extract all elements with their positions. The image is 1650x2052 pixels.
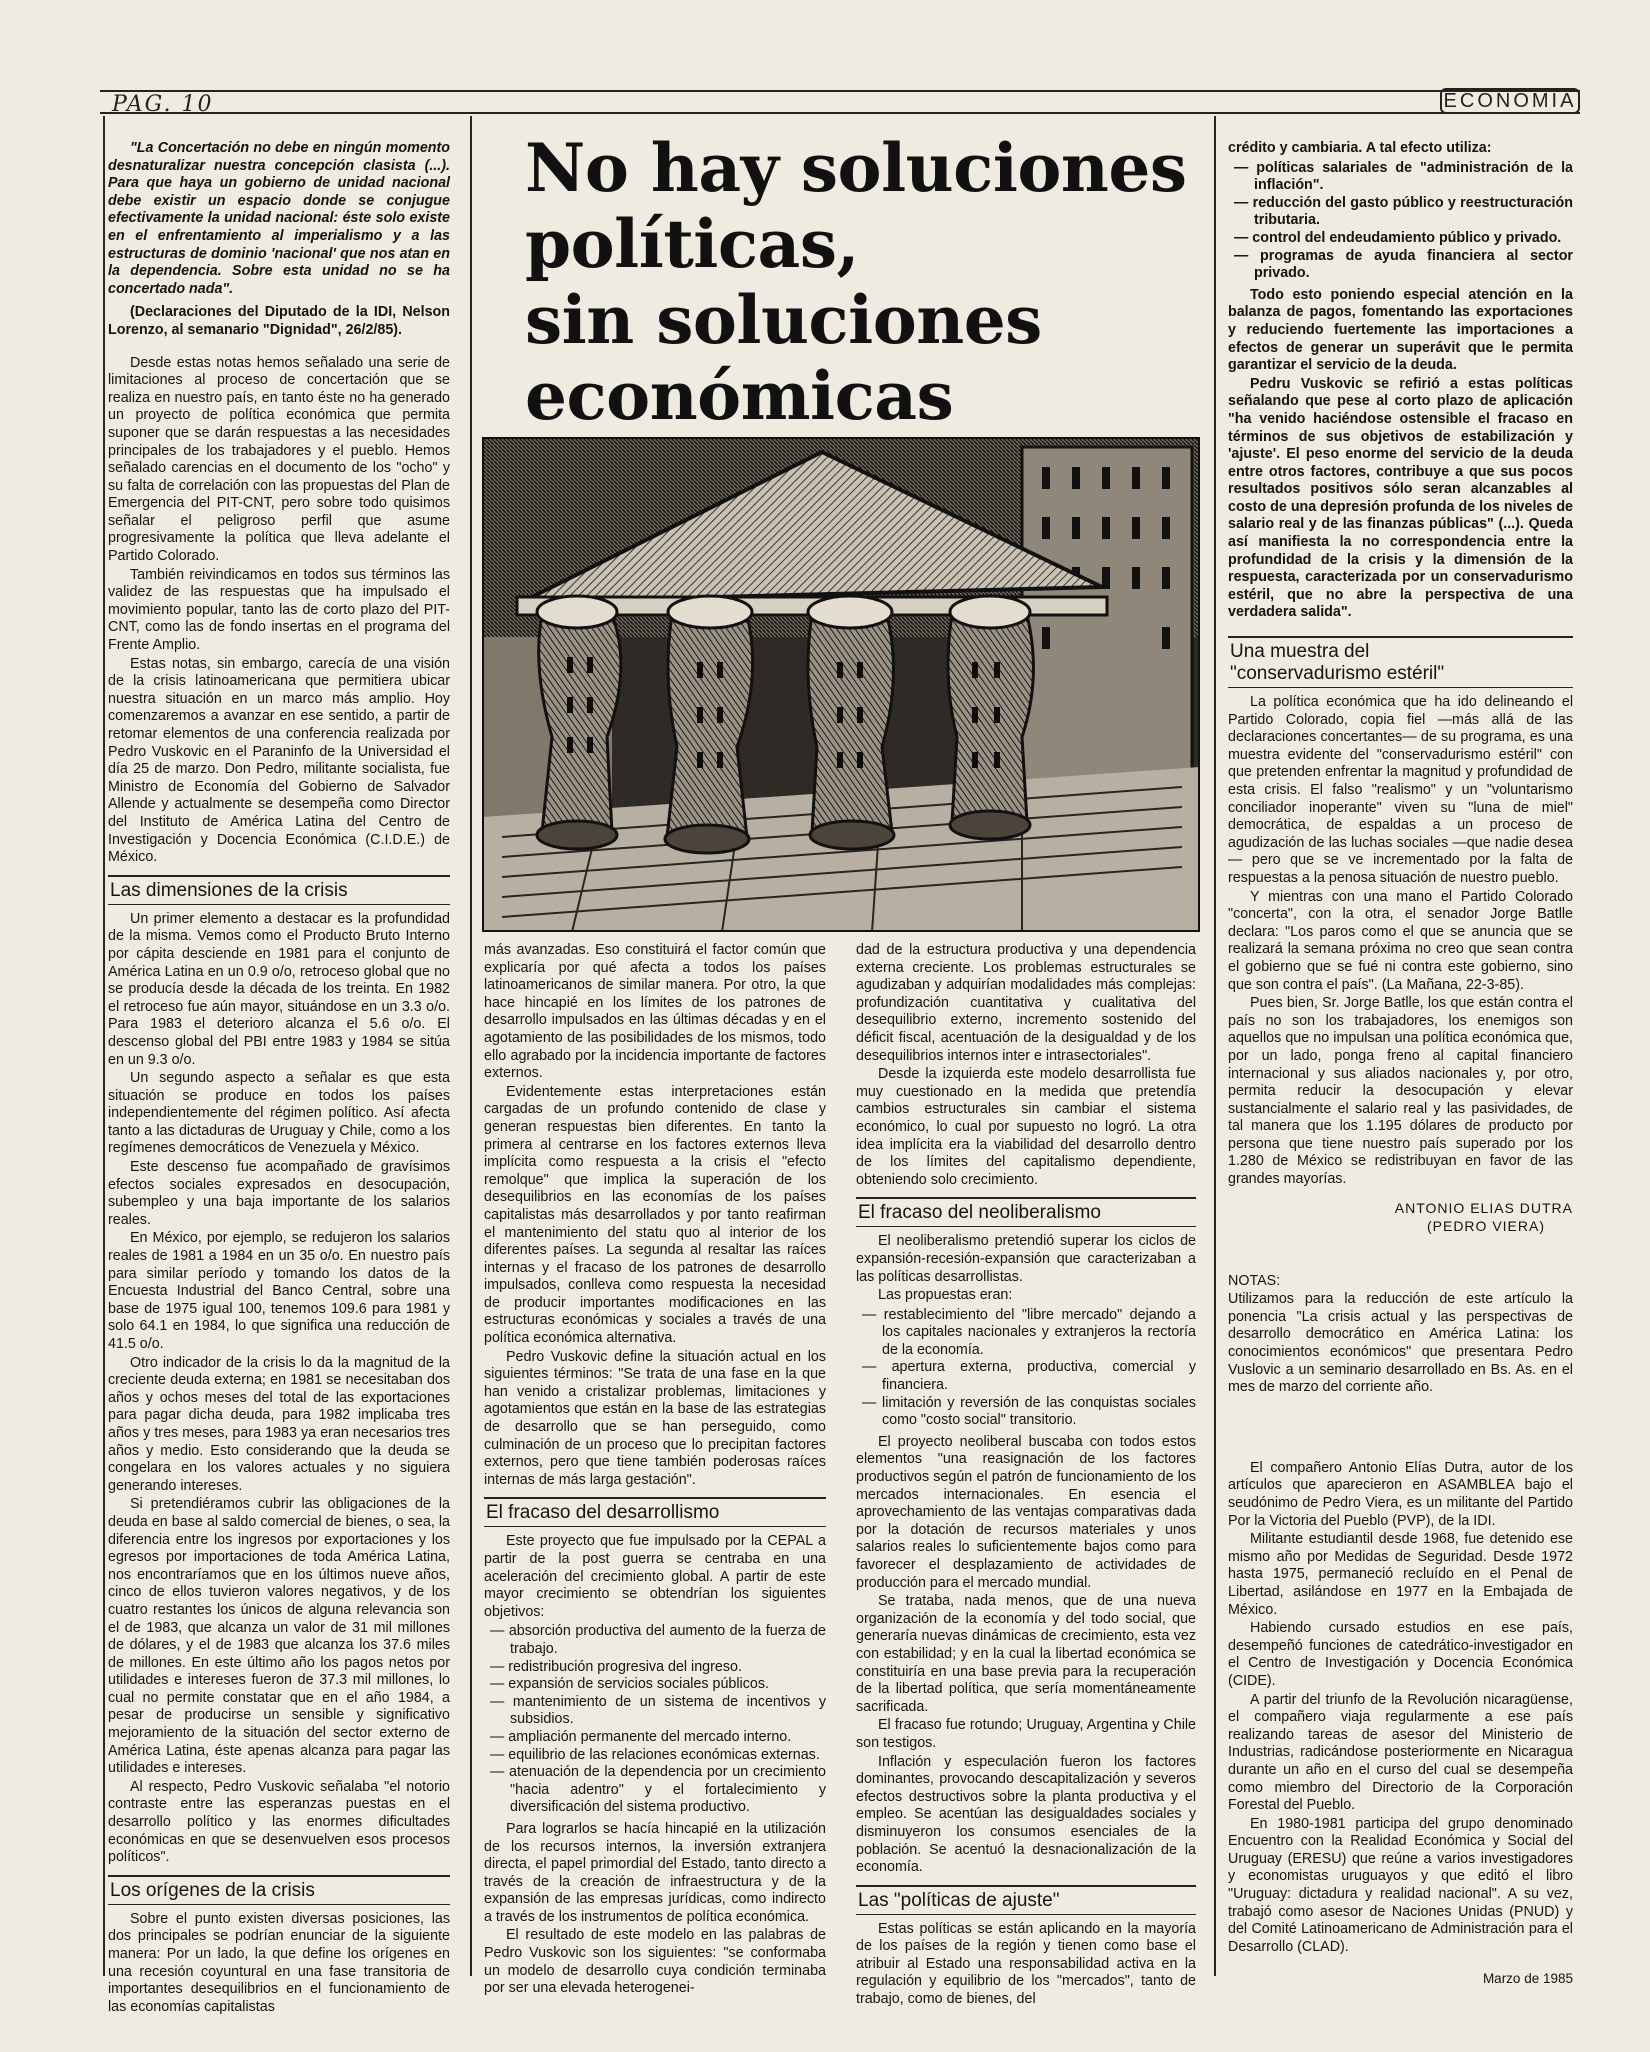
list-item: — limitación y reversión de las conquistas sociales como "costo social" transitorio.	[856, 1395, 1196, 1430]
list-item: — control del endeudamiento público y privado.	[1228, 230, 1573, 248]
body-paragraph: Inflación y especulación fueron los factores dominantes, provocando descapitalización y severos efectos destructivos sobre la planta productiva y el empleo. Se acentúan las desigualdades sociales y disminuyeron los consumos esenciales de la población. Se acentuó la desnacionalización de la economía.	[856, 1753, 1196, 1876]
header-rule	[100, 90, 1580, 114]
body-paragraph: Pedru Vuskovic se refirió a estas políticas señalando que pese al corto plazo de aplicación "ha venido haciéndose ostensible el fracaso en términos de sus objetivos de estabilización y 'ajuste'. El peso enorme del servicio de la deuda entre otros factores, contribuye a que sus pocos resultados positivos sólo seran alcanzables al costo de una depresión profunda de los niveles de salario real y de las finanzas públicas" (...). Queda así manifiesta la no correspondencia entre la profundidad de la crisis y la dimensión de la respuesta, caracterizada por un conservadurismo estéril, que no abre la perspectiva de una verdadera salida".	[1228, 375, 1573, 621]
body-paragraph: La política económica que ha ido delineando el Partido Colorado, copia fiel —más allá de las declaraciones concertantes— de su programa, es una muestra evidente del "conservadurismo estéril" con que pretenden enfrentar la magnitud y profundidad de esta crisis. El falso "realismo" y un "voluntarismo conciliador inoperante" viven su "luna de miel" democrática, de espaldas a un proceso de agudización de las luchas sociales —que nadie desea— pero que se ve incrementado por la falta de respuestas a la penosa situación de nuestro pueblo.	[1228, 694, 1573, 886]
list-item: — atenuación de la dependencia por un crecimiento "hacia adentro" y el fortalecimiento y diversificación del sistema productivo.	[484, 1764, 826, 1817]
body-paragraph: El fracaso fue rotundo; Uruguay, Argentina y Chile son testigos.	[856, 1717, 1196, 1751]
body-paragraph: Evidentemente estas interpretaciones están cargadas de un profundo contenido de clase y generan respuestas bien diferentes. En tanto la primera al centrarse en los factores externos lleva implícita como respuesta a la crisis el "efecto remolque" que implica la superación de los desequilibrios en las economías de los países capitalistas más desarrollados y por tanto reafirman el mantenimiento del statu quo al interior de los diferentes países. La segunda al resaltar las raíces internas y el fracaso de los patrones de desarrollo impulsados, conlleva como respuesta la necesidad de producir importantes modificaciones en las estructuras económicas y sociales a través de una política económica alternativa.	[484, 1083, 826, 1347]
column-2	[484, 942, 826, 1999]
section-label: ECONOMIA	[1440, 88, 1580, 114]
author-byline	[1228, 1199, 1573, 1235]
page-number: PAG. 10	[112, 92, 214, 117]
section-heading	[1228, 636, 1573, 688]
body-paragraph: Otro indicador de la crisis lo da la magnitud de la creciente deuda externa; en 1981 se necesitaban dos años y ochos meses del total de las exportaciones para pagar dicha deuda, para 1982 implicaba tres años y tres meses, para 1983 ya eran necesarios tres años y medio. Esto considerando que la deuda se congelara en los valores actuales y no siguiera generando intereses.	[108, 1354, 450, 1494]
bio-paragraph: En 1980-1981 participa del grupo denominado Encuentro con la Realidad Económica y Social del Uruguay (ERESU) que reúne a varios investigadores y economistas uruguayos y que editó el libro "Uruguay: dictadura y realidad nacional". A su vez, trabajó como asesor de Naciones Unidas (PNUD) y del Comité Latinoamericano de Administración para el Desarrollo (CLAD).	[1228, 1815, 1573, 1955]
body-paragraph: El neoliberalismo pretendió superar los ciclos de expansión-recesión-expansión que caracterizaban a las políticas desarrollistas.	[856, 1233, 1196, 1285]
list-item: — redistribución progresiva del ingreso.	[484, 1659, 826, 1677]
list-item: — expansión de servicios sociales públicos.	[484, 1676, 826, 1694]
column-rule-1	[103, 116, 105, 1976]
list-item: — mantenimiento de un sistema de incentivos y subsidios.	[484, 1694, 826, 1729]
epigraph-quote: "La Concertación no debe en ningún momento desnaturalizar nuestra concepción clasista (...). Para que haya un gobierno de unidad nacional debe existir un espacio donde se conjugue efectivamente la unidad nacional: éste solo existe en el enfrentamiento al imperialismo y a las estructuras de dominio 'nacional' que nos atan en la dependencia. Sobre esta unidad no se ha concertado nada".	[108, 140, 450, 297]
notes-text: Utilizamos para la reducción de este artículo la ponencia "La crisis actual y las perspectivas de desarrollo democrático en América Latina: los conocimientos económicos" que presentara Pedro Vuslovic a un seminario desarrollado en Bs. As. en el mes de marzo del corriente año.	[1228, 1291, 1573, 1396]
headline-line: No hay soluciones	[525, 129, 1187, 207]
section-heading-line: Una muestra del	[1230, 641, 1370, 663]
body-paragraph: Y mientras con una mano el Partido Colorado "concerta", con la otra, el senador Jorge Batlle declara: "Los paros como el que se anuncia que se realizará la semana próxima no creo que sean contra el gobierno que se fué ni contra este gobierno, sino que son contra el país". (La Mañana, 22-3-85).	[1228, 888, 1573, 993]
list-item: — programas de ayuda financiera al sector privado.	[1228, 248, 1573, 283]
intro-paragraph: También reivindicamos en todos sus términos las validez de las respuestas que ha impulsado el movimiento popular, tanto las de corto plazo del PIT-CNT, como las de fondo insertas en el programa del Frente Amplio.	[108, 566, 450, 654]
body-paragraph: dad de la estructura productiva y una dependencia externa creciente. Los problemas estructurales se agudizaban y adquirían modalidades más complejas: profundización cuantitativa y cualitativa del desequilibrio externo, incremento sostenido del déficit fiscal, acentuación de la desigualdad y de los desequilibrios internos inter e intrasectoriales".	[856, 942, 1196, 1064]
body-paragraph: Estas políticas se están aplicando en la mayoría de los países de la región y tienen como base el atribuir al Estado una responsabilidad activa en la regulación y equilibrio de los "mercados", tanto de trabajo, como de bienes, del	[856, 1920, 1196, 2008]
author-name: ANTONIO ELIAS DUTRA	[1394, 1199, 1573, 1216]
body-paragraph: Sobre el punto existen diversas posiciones, las dos principales se podrían enunciar de la siguiente manera: Por un lado, la que define los orígenes en una recesión coyuntural en una fase transitoria de importantes desequilibrios en el funcionamiento de las economías capitalistas	[108, 1910, 450, 2015]
list-item: — apertura externa, productiva, comercial y financiera.	[856, 1359, 1196, 1394]
objectives-list	[484, 1623, 826, 1817]
bio-paragraph: A partir del triunfo de la Revolución nicaragüense, el compañero viaja regularmente a ese país realizando tareas de asesor del Ministerio de Industrias, radicándose posteriormente en Nicaragua durante un año en el curso del cual se desempeña como miembro del Directorio de la Corporación Forestal del Pueblo.	[1228, 1691, 1573, 1814]
section-heading: Las dimensiones de la crisis	[108, 875, 450, 905]
section-heading-line: "conservadurismo estéril"	[1230, 663, 1445, 685]
section-heading: El fracaso del desarrollismo	[484, 1497, 826, 1527]
body-paragraph: Las propuestas eran:	[878, 1287, 1013, 1304]
body-paragraph: Desde la izquierda este modelo desarrollista fue muy cuestionado en la medida que pretendía cambios estructurales sin cambiar el sistema económico, lo cual por supuesto no logró. La otra idea implícita era la viabilidad del desarrollo dentro de los límites del capitalismo dependiente, obteniendo solo crecimiento.	[856, 1066, 1196, 1188]
body-paragraph: Si pretendiéramos cubrir las obligaciones de la deuda en base al saldo comercial de bienes, o sea, la diferencia entre los ingresos por exportaciones y los egresos por importaciones de toda América Latina, nos encontraríamos que en los últimos nueve años, cinco de ellos tuvieron valores negativos, y de los cuatro restantes los únicos de alguna relevancia son el de 1983, que alcanza un valor de 31 mil millones de dólares, y el de 1983 que alcanza los 37.6 miles de millones. En este último año los pagos netos por utilidades e intereses fueron de 37.3 mil millones, lo cual no permite constatar que en el año 1984, a pesar de producirse un sensible y significativo mejoramiento de la situación del sector externo de América Latina, éste apenas alcanza para pagar las utilidades e intereses.	[108, 1496, 450, 1777]
body-paragraph: Para lograrlos se hacía hincapié en la utilización de los recursos internos, la inversión extranjera directa, el papel primordial del Estado, tanto directo a través de la creación de infraestructura y de la expansión de las empresas jurídicas, como indirecto a través de los instrumentos de política económica.	[484, 1820, 826, 1925]
body-paragraph: Pedro Vuskovic define la situación actual en los siguientes términos: "Se trata de una fase en la que han venido a cristalizar problemas, limitaciones y agotamientos que están en la base de las estrategias de desarrollo que se han perseguido, como culminación de un proceso que lo precipitan factores externos, pero que tiene también poderosas raíces internas de más larga gestación".	[484, 1348, 826, 1488]
body-paragraph: Todo esto poniendo especial atención en la balanza de pagos, fomentando las exportaciones y reduciendo fuertemente las importaciones a efectos de generar un superávit que le permita garantizar el servicio de la deuda.	[1228, 286, 1573, 374]
column-3	[856, 942, 1196, 2010]
headline-line: políticas,	[525, 205, 859, 283]
notes-title: NOTAS:	[1228, 1272, 1281, 1289]
body-paragraph: Este proyecto que fue impulsado por la CEPAL a partir de la post guerra se centraba en una aceleración del crecimiento global. A partir de este mayor crecimiento se obtendrían los siguientes objetivos:	[484, 1533, 826, 1620]
article-date: Marzo de 1985	[1482, 1971, 1573, 1987]
body-paragraph: Este descenso fue acompañado de gravísimos efectos sociales expresados en desocupación, subempleo y una baja importante de los salarios reales.	[108, 1159, 450, 1228]
list-item: — políticas salariales de "administración de la inflación".	[1228, 160, 1573, 195]
headline	[525, 130, 1225, 434]
column-1	[108, 140, 450, 2017]
intro-paragraph: Desde estas notas hemos señalado una serie de limitaciones al proceso de concertación que se realiza en nuestro país, en tanto éste no ha generado un proyecto de política económica que permita suponer que se darán respuestas a las necesidades principales de los trabajadores y el pueblo. Hemos señalado carencias en el documento de los "ocho" y su falta de correlación con las propuestas del Plan de Emergencia del PIT-CNT, pero sobre todo quisimos señalar el peligroso perfil que asume progresivamente la política que lleva adelante el Partido Colorado.	[108, 354, 450, 565]
column-rule-2	[470, 116, 472, 1976]
body-paragraph: Al respecto, Pedro Vuskovic señalaba "el notorio contraste entre las esperanzas puestas en el desarrollo político y las enormes dificultades económicas en que se desenvuelven esos procesos políticos".	[108, 1778, 450, 1866]
body-paragraph: más avanzadas. Eso constituirá el factor común que explicaría por qué afecta a todos los países latinoamericanos de similar manera. Por otro, la que hace hincapié en los límites de los patrones de desarrollo impulsados en las últimas décadas y en el agotamiento de las posibilidades de los mismos, todo ello agrabado por la incidencia importante de factores externos.	[484, 942, 826, 1082]
headline-line: económicas	[525, 357, 954, 435]
column-4	[1228, 140, 1573, 1988]
bio-paragraph: El compañero Antonio Elías Dutra, autor de los artículos que aparecieron en ASAMBLEA bajo el seudónimo de Pedro Viera, es un militante del Partido Por la Victoria del Pueblo (PVP), de la IDI.	[1228, 1459, 1573, 1529]
proposals-list	[856, 1307, 1196, 1430]
bio-paragraph: Militante estudiantil desde 1968, fue detenido ese mismo año por Medidas de Seguridad. Desde 1972 hasta 1975, permaneció recluído en el Penal de Libertad, asilándose en 1977 en la Embajada de México.	[1228, 1531, 1573, 1618]
section-heading: Los orígenes de la crisis	[108, 1875, 450, 1905]
body-paragraph: Un primer elemento a destacar es la profundidad de la misma. Vemos como el Producto Bruto Interno por cápita desciende en 1981 para el conjunto de América Latina en un 0.9 o/o, retroceso global que no se producía desde la década de los treinta. En 1982 el retroceso fue aún mayor, situándose en un 3.3 o/o. Para 1983 el deterioro alcanza el 5.6 o/o. El descenso global del PBI entre 1983 y 1984 se sitúa en un 9.3 o/o.	[108, 910, 450, 1068]
list-item: — reducción del gasto público y reestructuración tributaria.	[1228, 195, 1573, 230]
measures-list	[1228, 160, 1573, 283]
bio-paragraph: Habiendo cursado estudios en ese país, desempeñó funciones de catedrático-investigador en el Centro de Investigación y Docencia Económica (CIDE).	[1228, 1620, 1573, 1689]
body-paragraph: Un segundo aspecto a señalar es que esta situación se produce en todos los países independientemente del régimen político. Así afecta tanto a las dictaduras de Uruguay y Chile, como a los regímenes democráticos de Venezuela y México.	[108, 1070, 450, 1157]
body-paragraph: El proyecto neoliberal buscaba con todos estos elementos "una reasignación de los factores productivos según el patrón de funcionamiento de los mercados internacionales. En esencia el aprovechamiento de las ventajas comparativas dada por la dotación de recursos materiales y unos salarios reales lo suficientemente bajos como para favorecer el desplazamiento de actividades de producción para el mercado mundial.	[856, 1433, 1196, 1591]
body-paragraph: Se trataba, nada menos, que de una nueva organización de la economía y del todo social, que generaría nuevas dinámicas de crecimiento, esta vez con estabilidad; y en la cual la libertad económica se constituiría en una base previa para la recuperación de la libertad política, que sería momentáneamente sacrificada.	[856, 1593, 1196, 1715]
headline-line: sin soluciones	[525, 281, 1042, 359]
section-heading: Las "políticas de ajuste"	[856, 1885, 1196, 1915]
list-item: — restablecimiento del "libre mercado" dejando a los capitales nacionales y extranjeros la rectoría de la economía.	[856, 1307, 1196, 1360]
illustration-hands-holding-temple	[482, 437, 1200, 932]
intro-paragraph: Estas notas, sin embargo, carecía de una visión de la crisis latinoamericana que permitiera ubicar nuestra situación en un marco más amplio. Hoy comenzaremos a avanzar en ese sentido, a partir de retomar elementos de una conferencia realizada por Pedro Vuskovic en el Paraninfo de la Universidad el día 25 de marzo. Don Pedro, militante socialista, fue Ministro de Economía del Gobierno de Salvador Allende y actualmente se desempeña como Director del Instituto de América Latina del Centro de Investigación y Docencia Económica (C.I.D.E.) de México.	[108, 655, 450, 866]
section-heading: El fracaso del neoliberalismo	[856, 1197, 1196, 1227]
body-paragraph: Pues bien, Sr. Jorge Batlle, los que están contra el país no son los trabajadores, los enemigos son aquellos que no impulsan una política económica que, por un lado, ponga freno al capital financiero internacional y sus aliados nacionales y, por otro, permita reducir la desocupación y elevar sustancialmente el salario real y las pasividades, de tal manera que los 1.195 dólares de producto por persona que tiene nuestro país superado por los 1.280 de México se redistribuyan en favor de las grandes mayorías.	[1228, 995, 1573, 1188]
body-paragraph: crédito y cambiaria. A tal efecto utiliza:	[1228, 140, 1492, 156]
author-pseudonym: (PEDRO VIERA)	[1426, 1217, 1545, 1234]
body-paragraph: En México, por ejemplo, se redujeron los salarios reales de 1981 a 1984 en un 35 o/o. En nuestro país para similar período y tomando los datos de la Encuesta Industrial del Banco Central, sobre una base de 1975 igual 100, tenemos 109.6 para 1981 y solo 64.1 en 1984, lo que significa una reducción de 41.5 o/o.	[108, 1230, 450, 1352]
list-item: — absorción productiva del aumento de la fuerza de trabajo.	[484, 1623, 826, 1658]
body-paragraph: El resultado de este modelo en las palabras de Pedro Vuskovic son los siguientes: "se conformaba un modelo de desarrollo cuya condición terminaba por ser una elevada heterogenei-	[484, 1927, 826, 1997]
epigraph-source: (Declaraciones del Diputado de la IDI, Nelson Lorenzo, al semanario "Dignidad", 26/2/85).	[108, 304, 450, 338]
list-item: — equilibrio de las relaciones económicas externas.	[484, 1747, 826, 1765]
list-item: — ampliación permanente del mercado interno.	[484, 1729, 826, 1747]
